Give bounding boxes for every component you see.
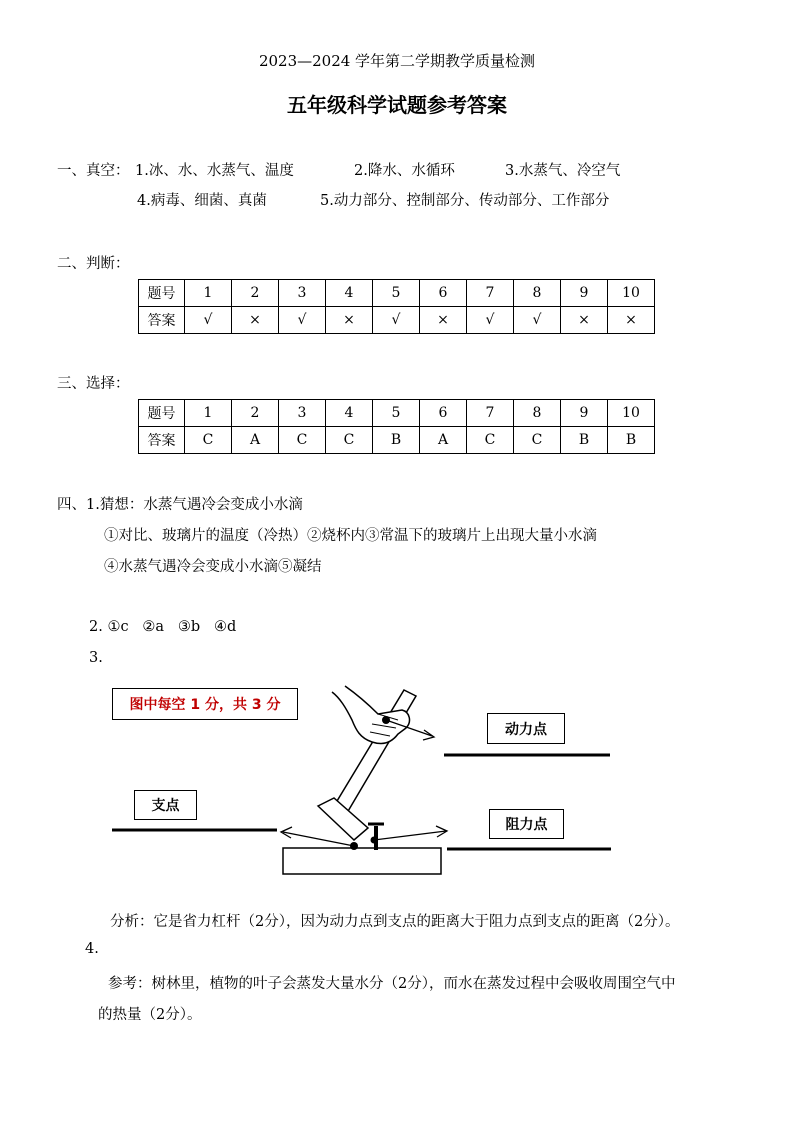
- table-header-cell: 答案: [139, 427, 185, 454]
- table-cell: 6: [420, 280, 467, 307]
- table-header-cell: 题号: [139, 400, 185, 427]
- table-header-cell: 题号: [139, 280, 185, 307]
- table-cell: 1: [185, 400, 232, 427]
- table-cell: C: [467, 427, 514, 454]
- base-block: [283, 848, 441, 874]
- table-cell: √: [185, 307, 232, 334]
- table-cell: 3: [279, 400, 326, 427]
- table-cell: 10: [608, 280, 655, 307]
- table-cell: 2: [232, 400, 279, 427]
- table-cell: 7: [467, 280, 514, 307]
- label-power-point: 动力点: [487, 713, 565, 744]
- table-cell: √: [514, 307, 561, 334]
- table-cell: ×: [232, 307, 279, 334]
- section2-label: 二、判断：: [57, 256, 130, 272]
- judgment-table: [138, 279, 655, 334]
- exam-subtitle: 2023—2024 学年第二学期教学质量检测: [258, 52, 536, 70]
- table-cell: √: [373, 307, 420, 334]
- label-fulcrum: 支点: [134, 790, 197, 820]
- table-cell: √: [279, 307, 326, 334]
- resistance-arrow: [374, 831, 446, 840]
- table-row: [139, 280, 655, 307]
- table-cell: √: [467, 307, 514, 334]
- table-cell: A: [420, 427, 467, 454]
- table-header-cell: 答案: [139, 307, 185, 334]
- table-row: [139, 427, 655, 454]
- q2-answer: 2. ①c ②a ③b ④d: [89, 619, 237, 635]
- table-cell: 7: [467, 400, 514, 427]
- q3-analysis: 分析：它是省力杠杆（2分），因为动力点到支点的距离大于阻力点到支点的距离（2分）。: [110, 914, 680, 930]
- fill-answer-4: 4.病毒、细菌、真菌: [137, 193, 267, 209]
- table-cell: 9: [561, 400, 608, 427]
- table-cell: A: [232, 427, 279, 454]
- table-cell: C: [279, 427, 326, 454]
- table-cell: ×: [420, 307, 467, 334]
- fill-answer-3: 3.水蒸气、冷空气: [505, 163, 621, 179]
- table-row: [139, 400, 655, 427]
- table-cell: C: [514, 427, 561, 454]
- q4-reference-line1: 参考：树林里，植物的叶子会蒸发大量水分（2分），而水在蒸发过程中会吸收周围空气中: [108, 976, 676, 992]
- table-cell: B: [373, 427, 420, 454]
- table-cell: 10: [608, 400, 655, 427]
- table-cell: C: [185, 427, 232, 454]
- q1-answer-line2: ①对比、玻璃片的温度（冷热）②烧杯内③常温下的玻璃片上出现大量小水滴: [104, 528, 597, 544]
- label-resistance-point: 阻力点: [489, 809, 564, 839]
- q4-reference-line2: 的热量（2分）。: [98, 1007, 202, 1023]
- table-cell: 4: [326, 400, 373, 427]
- score-note: 图中每空 1 分，共 3 分: [129, 697, 281, 713]
- table-cell: B: [561, 427, 608, 454]
- table-cell: ×: [608, 307, 655, 334]
- table-cell: 5: [373, 400, 420, 427]
- fill-answer-2: 2.降水、水循环: [354, 163, 455, 179]
- score-note-box: [112, 688, 298, 720]
- table-cell: 9: [561, 280, 608, 307]
- choice-table: [138, 399, 655, 454]
- table-cell: C: [326, 427, 373, 454]
- q1-answer-line3: ④水蒸气遇冷会变成小水滴⑤凝结: [104, 559, 322, 575]
- table-cell: 5: [373, 280, 420, 307]
- table-cell: 4: [326, 280, 373, 307]
- table-cell: ×: [326, 307, 373, 334]
- q4-number: 4.: [85, 941, 99, 957]
- table-row: [139, 307, 655, 334]
- section3-label: 三、选择：: [57, 376, 130, 392]
- fill-answer-1: 1.冰、水、水蒸气、温度: [135, 163, 294, 179]
- table-cell: 8: [514, 400, 561, 427]
- table-cell: 2: [232, 280, 279, 307]
- table-cell: 3: [279, 280, 326, 307]
- q1-hypothesis: 四、1.猜想：水蒸气遇冷会变成小水滴: [57, 497, 303, 513]
- table-cell: 8: [514, 280, 561, 307]
- table-cell: 6: [420, 400, 467, 427]
- fulcrum-arrow: [283, 832, 354, 846]
- section1-label: 一、真空：: [57, 163, 130, 179]
- fill-answer-5: 5.动力部分、控制部分、传动部分、工作部分: [320, 193, 610, 209]
- q3-number: 3.: [89, 650, 103, 666]
- page-title: 五年级科学试题参考答案: [287, 93, 507, 117]
- hand: [332, 686, 409, 744]
- table-cell: 1: [185, 280, 232, 307]
- table-cell: ×: [561, 307, 608, 334]
- table-cell: B: [608, 427, 655, 454]
